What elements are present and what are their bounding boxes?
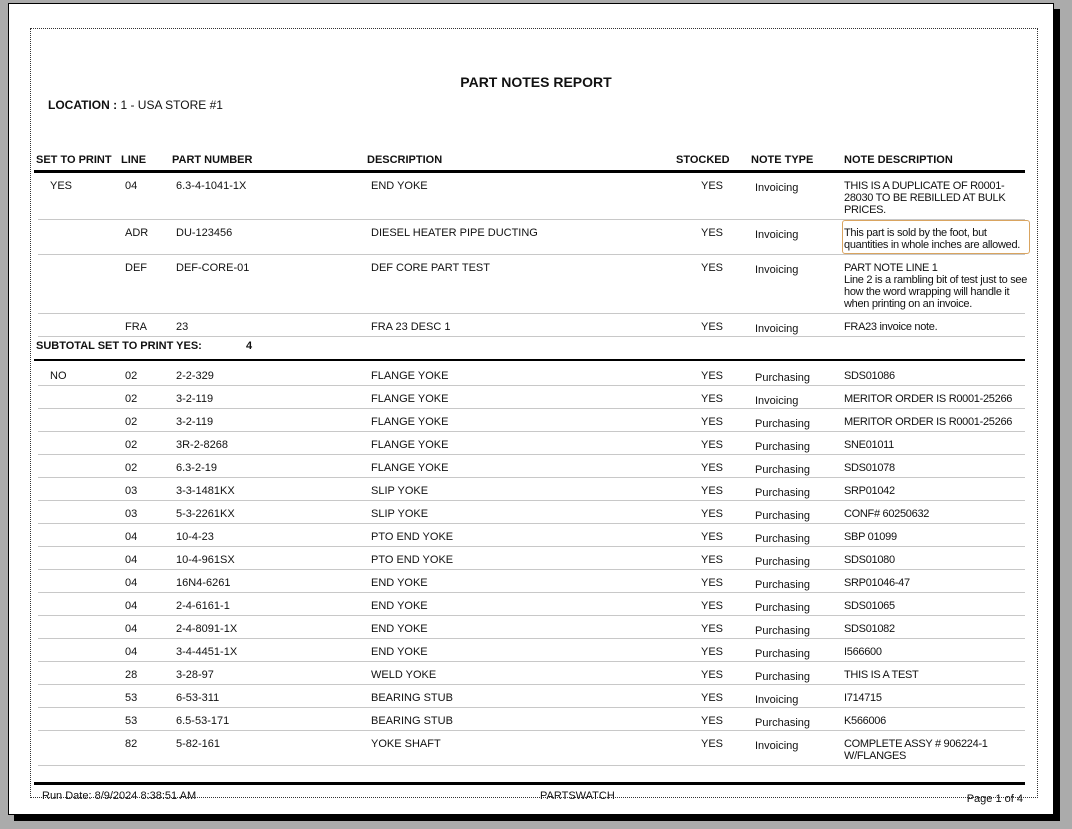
note-description-cell: I566600 <box>844 646 882 658</box>
note-description-cell: MERITOR ORDER IS R0001-25266 <box>844 393 1013 405</box>
line-cell: 03 <box>125 508 138 520</box>
note-description-cell: MERITOR ORDER IS R0001-25266 <box>844 416 1013 428</box>
note-description-cell: FRA23 invoice note. <box>844 321 938 333</box>
part-number-cell: 3-2-119 <box>176 393 214 405</box>
description-cell: DEF CORE PART TEST <box>371 262 490 274</box>
note-description-cell: This part is sold by the foot, but quantities in whole inches are allowed. <box>842 220 1030 254</box>
table-row <box>38 314 1025 337</box>
location-label: LOCATION : <box>48 98 118 112</box>
line-cell: 53 <box>125 715 138 727</box>
table-row <box>38 570 1025 593</box>
line-cell: 02 <box>125 439 138 451</box>
part-number-cell: DEF-CORE-01 <box>176 262 250 274</box>
part-number-cell: 3-28-97 <box>176 669 214 681</box>
table-row <box>38 363 1025 386</box>
run-date: Run Date: 8/9/2024 8:38:51 AM <box>42 790 197 802</box>
table-row <box>38 386 1025 409</box>
line-cell: DEF <box>125 262 147 274</box>
stocked-cell: YES <box>700 600 723 612</box>
note-description-cell: SDS01065 <box>844 600 895 612</box>
note-type-cell: Purchasing <box>755 510 811 522</box>
company-name: PARTSWATCH <box>540 790 615 802</box>
table-row <box>38 685 1025 708</box>
part-number-cell: 6.3-2-19 <box>176 462 217 474</box>
note-type-cell: Purchasing <box>755 602 811 614</box>
stocked-cell: YES <box>700 462 723 474</box>
table-row <box>38 593 1025 616</box>
note-description-cell: SDS01078 <box>844 462 895 474</box>
description-cell: PTO END YOKE <box>371 554 454 566</box>
table-row <box>38 547 1025 570</box>
col-stocked: STOCKED <box>676 154 730 166</box>
stocked-cell: YES <box>700 485 723 497</box>
part-number-cell: 6.5-53-171 <box>176 715 230 727</box>
part-number-cell: 10-4-23 <box>176 531 214 543</box>
part-number-cell: 10-4-961SX <box>176 554 235 566</box>
stocked-cell: YES <box>700 370 723 382</box>
note-type-cell: Invoicing <box>755 182 799 194</box>
description-cell: END YOKE <box>371 600 428 612</box>
location-value: 1 - USA STORE #1 <box>120 98 223 112</box>
note-type-cell: Invoicing <box>755 229 799 241</box>
note-description-cell: CONF# 60250632 <box>844 508 930 520</box>
stocked-cell: YES <box>700 180 723 192</box>
table-row <box>38 173 1025 220</box>
note-description-cell: SRP01046-47 <box>844 577 910 589</box>
part-number-cell: 6.3-4-1041-1X <box>176 180 247 192</box>
stocked-cell: YES <box>700 321 723 333</box>
note-type-cell: Invoicing <box>755 264 799 276</box>
line-cell: 02 <box>125 393 138 405</box>
note-description-cell: SDS01080 <box>844 554 895 566</box>
description-cell: SLIP YOKE <box>371 508 429 520</box>
table-row <box>38 662 1025 685</box>
col-note-type: NOTE TYPE <box>751 154 814 166</box>
table-row <box>38 524 1025 547</box>
note-type-cell: Purchasing <box>755 418 811 430</box>
col-set-to-print: SET TO PRINT <box>36 154 112 166</box>
note-type-cell: Invoicing <box>755 740 799 752</box>
table-row <box>38 432 1025 455</box>
description-cell: YOKE SHAFT <box>371 738 441 750</box>
description-cell: END YOKE <box>371 623 428 635</box>
part-number-cell: 6-53-311 <box>176 692 220 704</box>
description-cell: END YOKE <box>371 646 428 658</box>
note-type-cell: Purchasing <box>755 533 811 545</box>
report-table-body <box>34 173 1028 766</box>
description-cell: FLANGE YOKE <box>371 416 449 428</box>
stocked-cell: YES <box>700 646 723 658</box>
description-cell: WELD YOKE <box>371 669 437 681</box>
location-line <box>48 98 223 112</box>
note-description-cell: SNE01011 <box>844 439 894 451</box>
subtotal-label: SUBTOTAL SET TO PRINT YES: <box>36 340 202 352</box>
note-type-cell: Purchasing <box>755 441 811 453</box>
page-number: Page 1 of 4 <box>966 793 1023 805</box>
note-description-cell: PART NOTE LINE 1 Line 2 is a rambling bit of test just to see how the word wrapping will handle it when printing on an invoice. <box>844 262 1028 310</box>
note-description-cell: THIS IS A TEST <box>844 669 919 681</box>
part-number-cell: 2-4-6161-1 <box>176 600 230 612</box>
description-cell: FRA 23 DESC 1 <box>371 321 451 333</box>
col-description: DESCRIPTION <box>367 154 443 166</box>
part-number-cell: 3-2-119 <box>176 416 214 428</box>
note-description-cell: THIS IS A DUPLICATE OF R0001-28030 TO BE REBILLED AT BULK PRICES. <box>844 180 1006 216</box>
note-type-cell: Invoicing <box>755 395 799 407</box>
report-body <box>34 173 1028 807</box>
table-row <box>38 708 1025 731</box>
line-cell: 04 <box>125 623 138 635</box>
stocked-cell: YES <box>700 416 723 428</box>
note-type-cell: Purchasing <box>755 625 811 637</box>
line-cell: 04 <box>125 600 138 612</box>
stocked-cell: YES <box>700 692 723 704</box>
stocked-cell: YES <box>700 669 723 681</box>
note-type-cell: Purchasing <box>755 556 811 568</box>
set-to-print-cell: YES <box>50 180 73 192</box>
note-type-cell: Invoicing <box>755 694 799 706</box>
stocked-cell: YES <box>700 623 723 635</box>
line-cell: 04 <box>125 554 138 566</box>
report-title: PART NOTES REPORT <box>460 74 612 90</box>
note-type-cell: Purchasing <box>755 487 811 499</box>
note-type-cell: Purchasing <box>755 579 811 591</box>
part-number-cell: 5-3-2261KX <box>176 508 235 520</box>
note-type-cell: Invoicing <box>755 323 799 335</box>
part-number-cell: 3R-2-8268 <box>176 439 228 451</box>
subtotal-count: 4 <box>246 340 253 352</box>
line-cell: 53 <box>125 692 138 704</box>
description-cell: FLANGE YOKE <box>371 439 449 451</box>
part-number-cell: 16N4-6261 <box>176 577 231 589</box>
description-cell: FLANGE YOKE <box>371 462 449 474</box>
column-header-row <box>34 154 1025 173</box>
part-number-cell: 2-2-329 <box>176 370 214 382</box>
col-line: LINE <box>121 154 147 166</box>
report-footer <box>34 782 1025 807</box>
part-number-cell: DU-123456 <box>176 227 233 239</box>
line-cell: 02 <box>125 462 138 474</box>
part-number-cell: 3-4-4451-1X <box>176 646 238 658</box>
stocked-cell: YES <box>700 393 723 405</box>
part-number-cell: 3-3-1481KX <box>176 485 235 497</box>
stocked-cell: YES <box>700 262 723 274</box>
table-row <box>38 616 1025 639</box>
description-cell: BEARING STUB <box>371 692 453 704</box>
stocked-cell: YES <box>700 577 723 589</box>
line-cell: 02 <box>125 416 138 428</box>
note-type-cell: Purchasing <box>755 648 811 660</box>
description-cell: END YOKE <box>371 577 428 589</box>
description-cell: FLANGE YOKE <box>371 393 449 405</box>
note-description-cell: SBP 01099 <box>844 531 897 543</box>
line-cell: 02 <box>125 370 138 382</box>
col-part-number: PART NUMBER <box>172 154 253 166</box>
note-type-cell: Purchasing <box>755 464 811 476</box>
table-row <box>38 501 1025 524</box>
stocked-cell: YES <box>700 439 723 451</box>
table-row <box>38 220 1025 255</box>
note-type-cell: Purchasing <box>755 717 811 729</box>
description-cell: DIESEL HEATER PIPE DUCTING <box>371 227 538 239</box>
table-row <box>38 455 1025 478</box>
table-row <box>38 639 1025 662</box>
line-cell: ADR <box>125 227 149 239</box>
part-number-cell: 23 <box>176 321 189 333</box>
line-cell: FRA <box>125 321 147 333</box>
set-to-print-cell: NO <box>50 370 67 382</box>
subtotal-row <box>34 337 1025 361</box>
line-cell: 03 <box>125 485 138 497</box>
stocked-cell: YES <box>700 531 723 543</box>
line-cell: 04 <box>125 577 138 589</box>
line-cell: 04 <box>125 646 138 658</box>
line-cell: 28 <box>125 669 138 681</box>
description-cell: END YOKE <box>371 180 428 192</box>
table-row <box>38 478 1025 501</box>
stocked-cell: YES <box>700 715 723 727</box>
description-cell: SLIP YOKE <box>371 485 429 497</box>
note-description-cell: COMPLETE ASSY # 906224-1 W/FLANGES <box>844 738 988 762</box>
line-cell: 82 <box>125 738 138 750</box>
line-cell: 04 <box>125 180 138 192</box>
note-description-cell: I714715 <box>844 692 882 704</box>
note-type-cell: Purchasing <box>755 372 811 384</box>
description-cell: PTO END YOKE <box>371 531 454 543</box>
table-row <box>38 409 1025 432</box>
note-description-cell: K566006 <box>844 715 886 727</box>
line-cell: 04 <box>125 531 138 543</box>
description-cell: BEARING STUB <box>371 715 453 727</box>
stocked-cell: YES <box>700 227 723 239</box>
note-description-cell: SRP01042 <box>844 485 895 497</box>
note-description-cell: SDS01086 <box>844 370 895 382</box>
table-row <box>38 731 1025 766</box>
stocked-cell: YES <box>700 508 723 520</box>
description-cell: FLANGE YOKE <box>371 370 449 382</box>
note-description-cell: SDS01082 <box>844 623 895 635</box>
stocked-cell: YES <box>700 554 723 566</box>
part-number-cell: 2-4-8091-1X <box>176 623 238 635</box>
note-type-cell: Purchasing <box>755 671 811 683</box>
col-note-description: NOTE DESCRIPTION <box>844 154 953 166</box>
part-number-cell: 5-82-161 <box>176 738 221 750</box>
table-row <box>38 255 1028 314</box>
stocked-cell: YES <box>700 738 723 750</box>
